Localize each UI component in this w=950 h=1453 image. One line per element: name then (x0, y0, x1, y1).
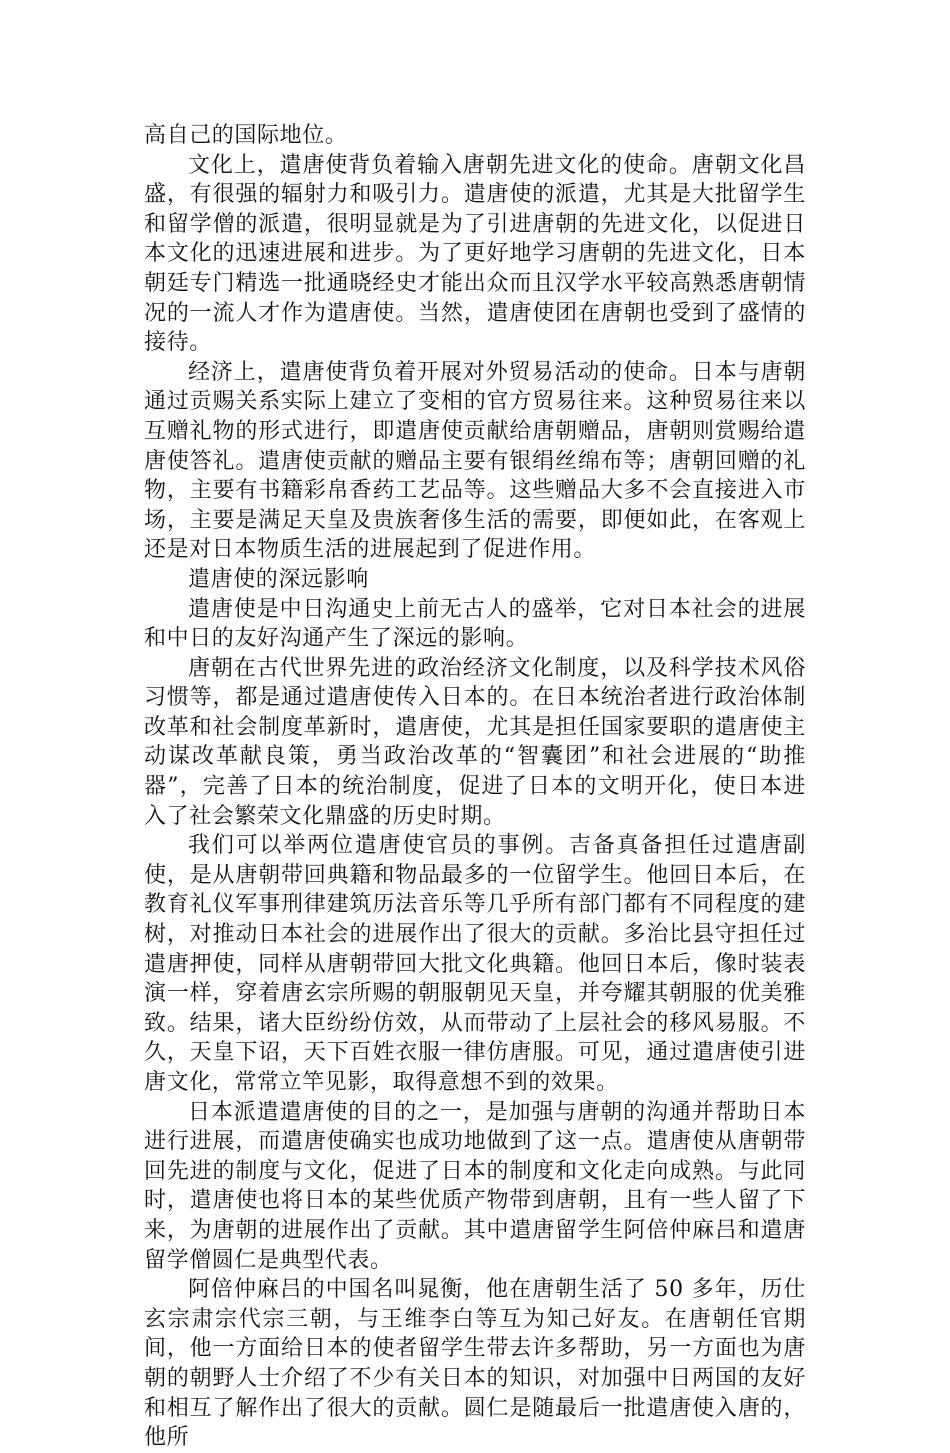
paragraph-2: 文化上，遣唐使背负着输入唐朝先进文化的使命。唐朝文化昌盛，有很强的辐射力和吸引力。遣唐使的派遣，尤其是大批留学生和留学僧的派遣，很明显就是为了引进唐朝的先进文化，以促进日本文化的迅速进展和进步。为了更好地学习唐朝的先进文化，日本朝廷专门精选一批通晓经史才能出众而且汉学水平较高熟悉唐朝情况的一流人才作为遣唐使。当然，遣唐使团在唐朝也受到了盛情的接待。 (144, 152, 806, 356)
paragraph-1: 高自己的国际地位。 (144, 123, 348, 148)
paragraph-4: 遣唐使是中日沟通史上前无古人的盛举，它对日本社会的进展和中日的友好沟通产生了深远的影响。 (144, 596, 806, 652)
paragraph-7: 日本派遣遣唐使的目的之一，是加强与唐朝的沟通并帮助日本进行进展，而遣唐使确实也成功地做到了这一点。遣唐使从唐朝带回先进的制度与文化，促进了日本的制度和文化走向成熟。与此同时，遣唐使也将日本的某些优质产物带到唐朝，且有一些人留了下来，为唐朝的进展作出了贡献。其中遣唐留学生阿倍仲麻吕和遣唐留学僧圆仁是典型代表。 (144, 1099, 806, 1273)
paragraph-8: 阿倍仲麻吕的中国名叫晁衡，他在唐朝生活了 50 多年，历仕玄宗肃宗代宗三朝，与王维李白等互为知己好友。在唐朝任官期间，他一方面给日本的使者留学生带去许多帮助，另一方面也为唐朝的朝野人士介绍了不少有关日本的知识，对加强中日两国的友好和相互了解作出了很大的贡献。圆仁是随最后一批遣唐使入唐的，他所 (144, 1277, 806, 1451)
paragraph-5: 唐朝在古代世界先进的政治经济文化制度，以及科学技术风俗习惯等，都是通过遣唐使传入日本的。在日本统治者进行政治体制改革和社会制度革新时，遣唐使，尤其是担任国家要职的遣唐使主动谋改革献良策，勇当政治改革的“智囊团”和社会进展的“助推器”，完善了日本的统治制度，促进了日本的文明开化，使日本进入了社会繁荣文化鼎盛的历史时期。 (144, 655, 806, 829)
document-body (144, 121, 806, 1453)
paragraph-6: 我们可以举两位遣唐使官员的事例。吉备真备担任过遣唐副使，是从唐朝带回典籍和物品最多的一位留学生。他回日本后，在教育礼仪军事刑律建筑历法音乐等几乎所有部门都有不同程度的建树，对推动日本社会的进展作出了很大的贡献。多治比县守担任过遣唐押使，同样从唐朝带回大批文化典籍。他回日本后，像时装表演一样，穿着唐玄宗所赐的朝服朝见天皇，并夸耀其朝服的优美雅致。结果，诸大臣纷纷仿效，从而带动了上层社会的移风易服。不久，天皇下诏，天下百姓衣服一律仿唐服。可见，通过遣唐使引进唐文化，常常立竿见影，取得意想不到的效果。 (144, 833, 806, 1095)
paragraph-3: 经济上，遣唐使背负着开展对外贸易活动的使命。日本与唐朝通过贡赐关系实际上建立了变相的官方贸易往来。这种贸易往来以互赠礼物的形式进行，即遣唐使贡献给唐朝赠品，唐朝则赏赐给遣唐使答礼。遣唐使贡献的赠品主要有银绢丝绵布等；唐朝回赠的礼物，主要有书籍彩帛香药工艺品等。这些赠品大多不会直接进入市场，主要是满足天皇及贵族奢侈生活的需要，即便如此，在客观上还是对日本物质生活的进展起到了促进作用。 (144, 359, 806, 563)
section-heading: 遣唐使的深远影响 (188, 566, 369, 592)
